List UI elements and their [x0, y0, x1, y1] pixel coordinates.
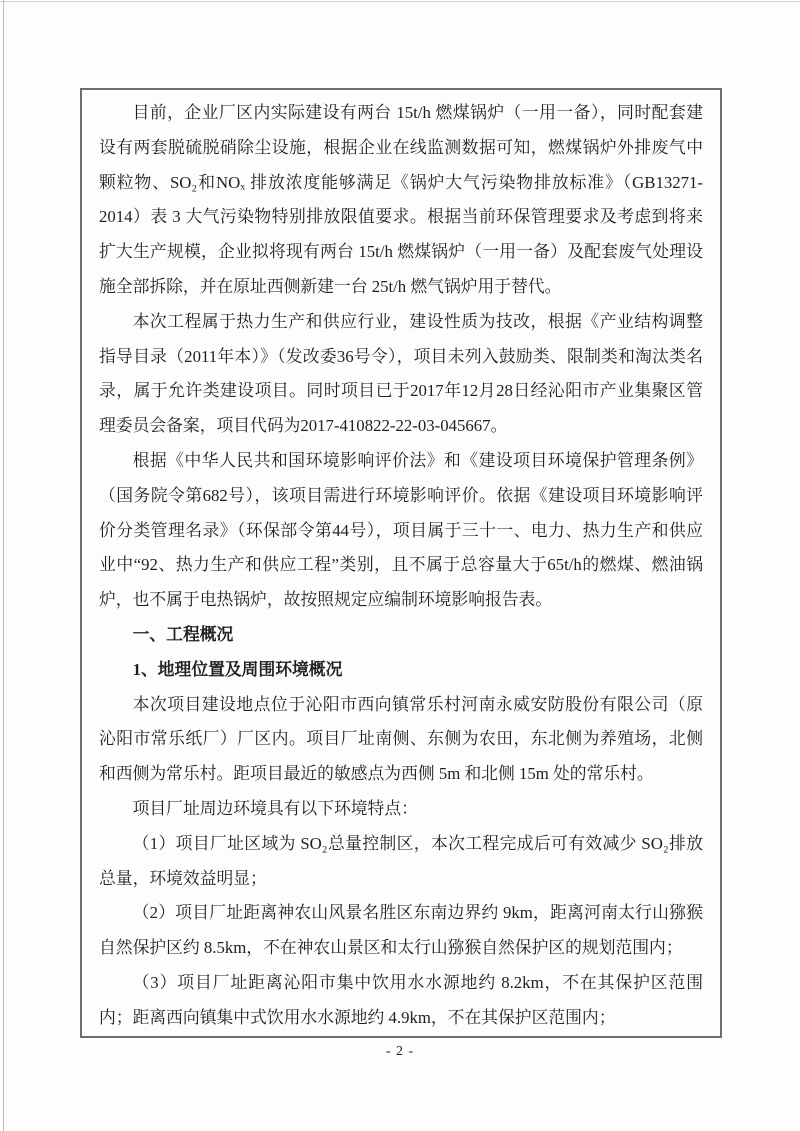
scan-edge-left — [3, 0, 4, 1131]
list-item-site-feature-1: （1）项目厂址区域为 SO₂总量控制区，本次工程完成后可有效减少 SO₂排放总量，环境效益明显； — [99, 833, 703, 888]
content-border-box — [80, 88, 722, 1038]
paragraph-current-boilers: 目前，企业厂区内实际建设有两台 15t/h 燃煤锅炉（一用一备），同时配套建设有两套脱硫脱硝除尘设施，根据企业在线监测数据可知，燃煤锅炉外排废气中颗粒物、SO₂和NOₓ 排放浓度能够满足《锅炉大气污染物排放标准》（GB13271-2014）表 3 大气污染物特别排放限值要求。根据当前环保管理要求及考虑到将来扩大生产规模，企业拟将现有两台 15t/h 燃煤锅炉（一用一备）及配套废气处理设施全部拆除，并在原址西侧新建一台 25t/h 燃气锅炉用于替代。 — [99, 103, 703, 296]
paragraph-eia-basis: 根据《中华人民共和国环境影响评价法》和《建设项目环境保护管理条例》（国务院令第682号），该项目需进行环境影响评价。依据《建设项目环境影响评价分类管理名录》（环保部令第44号），项目属于三十一、电力、热力生产和供应业中“92、热力生产和供应工程”类别，且不属于总容量大于65t/h的燃煤、燃油锅炉，也不属于电热锅炉，故按照规定应编制环境影响报告表。 — [99, 450, 703, 610]
list-item-site-feature-3: （3）项目厂址距离沁阳市集中饮用水水源地约 8.2km，不在其保护区范围内；距离西向镇集中式饮用水水源地约 4.9km，不在其保护区范围内； — [99, 972, 703, 1027]
list-item-site-feature-2: （2）项目厂址距离神农山风景名胜区东南边界约 9km，距离河南太行山猕猴自然保护区约 8.5km，不在神农山景区和太行山猕猴自然保护区的规划范围内； — [99, 903, 703, 958]
section-heading-project-overview: 一、工程概况 — [132, 624, 234, 644]
paragraph-site-features-intro: 项目厂址周边环境具有以下环境特点： — [132, 798, 418, 818]
paragraph-project-location: 本次项目建设地点位于沁阳市西向镇常乐村河南永威安防股份有限公司（原沁阳市常乐纸厂）厂区内。项目厂址南侧、东侧为农田，东北侧为养殖场，北侧和西侧为常乐村。距项目最近的敏感点为西侧 5m 和北侧 15m 处的常乐村。 — [99, 694, 703, 784]
paragraph-industry-category: 本次工程属于热力生产和供应行业，建设性质为技改，根据《产业结构调整指导目录（2011年本）》（发改委36号令），项目未列入鼓励类、限制类和淘汰类名录，属于允许类建设项目。同时项目已于2017年12月28日经沁阳市产业集聚区管理委员会备案，项目代码为2017-410822-22-03-045667。 — [99, 311, 703, 436]
subsection-heading-location-overview: 1、地理位置及周围环境概况 — [132, 659, 343, 679]
scan-edge-top — [0, 1, 800, 2]
page-number: - 2 - — [385, 1044, 415, 1059]
